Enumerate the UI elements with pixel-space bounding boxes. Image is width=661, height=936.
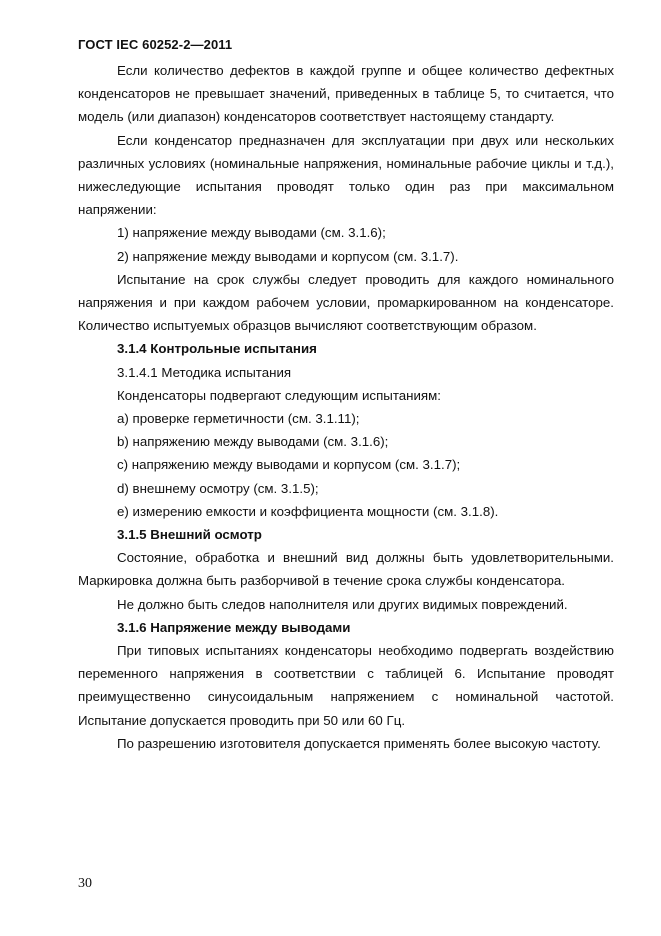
- document-header: ГОСТ IEC 60252-2—2011: [78, 37, 233, 52]
- paragraph: Если количество дефектов в каждой группе и общее количество дефектных конденсаторов не превышает значений, приведенных в таблице 5, то считается, что модель (или диапазон) конденсаторов соответствует настоящему стандарту.: [78, 63, 614, 125]
- section-heading-3-1-6: 3.1.6 Напряжение между выводами: [117, 619, 351, 635]
- paragraph: Конденсаторы подвергают следующим испытаниям:: [117, 387, 441, 403]
- list-item: 2) напряжение между выводами и корпусом (см. 3.1.7).: [117, 248, 459, 264]
- page-content: [78, 59, 614, 755]
- list-item: a) проверке герметичности (см. 3.1.11);: [117, 411, 360, 427]
- page-number: 30: [78, 876, 92, 891]
- paragraph: Не должно быть следов наполнителя или других видимых повреждений.: [117, 596, 568, 612]
- paragraph: Испытание на срок службы следует проводить для каждого номинального напряжения и при каждом рабочем условии, промаркированном на конденсаторе. Количество испытуемых образцов вычисляют соответствующим образом.: [78, 271, 614, 334]
- list-item: e) измерению емкости и коэффициента мощности (см. 3.1.8).: [117, 503, 499, 519]
- section-heading-3-1-4: 3.1.4 Контрольные испытания: [117, 341, 317, 357]
- subsection-title: 3.1.4.1 Методика испытания: [117, 364, 292, 380]
- section-heading-3-1-5: 3.1.5 Внешний осмотр: [117, 527, 262, 543]
- paragraph: По разрешению изготовителя допускается применять более высокую частоту.: [117, 735, 601, 751]
- list-item: d) внешнему осмотру (см. 3.1.5);: [117, 480, 319, 496]
- paragraph: Если конденсатор предназначен для эксплуатации при двух или нескольких различных условиях (номинальные напряжения, номинальные рабочие циклы и т.д.), нижеследующие испытания проводят только один раз при максимальном напряжении:: [78, 132, 614, 218]
- list-item: b) напряжению между выводами (см. 3.1.6);: [117, 434, 389, 450]
- list-item: c) напряжению между выводами и корпусом (см. 3.1.7);: [117, 457, 461, 473]
- paragraph: Состояние, обработка и внешний вид должны быть удовлетворительными. Маркировка должна быть разборчивой в течение срока службы конденсатора.: [78, 550, 614, 589]
- paragraph: При типовых испытаниях конденсаторы необходимо подвергать воздействию переменного напряжения в соответствии с таблицей 6. Испытание проводят преимущественно синусоидальным напряжением с номинальной частотой. Испытание допускается проводить при 50 или 60 Гц.: [78, 643, 614, 728]
- list-item: 1) напряжение между выводами (см. 3.1.6);: [117, 225, 386, 241]
